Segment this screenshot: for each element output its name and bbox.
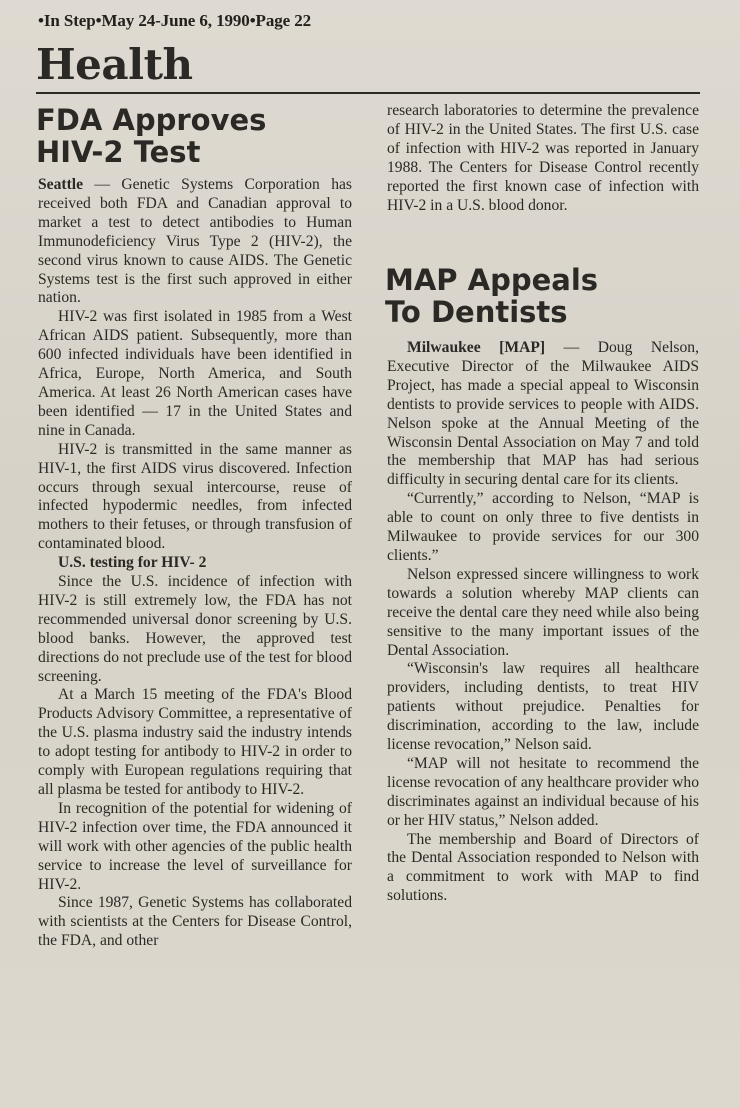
article1-headline-line1: FDA Approves [36,103,267,137]
article1-paragraph-7: Since 1987, Genetic Systems has collaborated with scientists at the Centers for Disease Control, the FDA, and other [38,894,352,950]
article2-paragraph-1 [387,339,699,490]
article2-headline-line2: To Dentists [385,295,568,329]
section-rule [36,92,700,94]
article1-headline-line2: HIV-2 Test [36,135,201,169]
article1-paragraph-3: HIV-2 is transmitted in the same manner as HIV-1, the first AIDS virus discovered. Infection occurs through sexual intercourse, reuse of infected hypodermic needles, from infected mothers to their fetuses, or through transfusion of contaminated blood. [38,440,352,553]
article1-headline [36,103,267,169]
article2-lead-text: — Doug Nelson, Executive Director of the Milwaukee AIDS Project, has made a special appeal to Wisconsin dentists to provide services to people with AIDS. Nelson spoke at the Annual Meeting of the Wisconsin Dental Association on May 7 and told the membership that MAP has had serious difficulty in securing dental care for its clients. [387,339,699,489]
article1-paragraph-4: Since the U.S. incidence of infection with HIV-2 is still extremely low, the FDA has not recommended universal donor screening by U.S. blood banks. However, the approved test directions do not preclude use of the test for blood screening. [38,573,352,685]
article1-dateline: Seattle [38,176,84,193]
article1-paragraph-1 [38,176,352,308]
article2-headline [385,263,599,329]
article1-lead-text: — Genetic Systems Corporation has received both FDA and Canadian approval to market a test to detect antibodies to Human Immunodeficiency Virus Type 2 (HIV-2), the second virus known to cause AIDS. The Genetic Systems test is the first such approved in either nation. [38,176,352,307]
article1-body-left-column [38,176,352,951]
article2-dateline: Milwaukee [MAP] [407,339,546,356]
article1-body-right-column [387,102,699,215]
article1-paragraph-6: In recognition of the potential for widening of HIV-2 infection over time, the FDA announced it will work with other agencies of the public health service to increase the level of surveillance for HIV-2. [38,799,352,893]
article1-paragraph-5: At a March 15 meeting of the FDA's Blood Products Advisory Committee, a representative of the U.S. plasma industry said the industry intends to adopt testing for antibody to HIV-2 in order to comply with European regulations requiring that all plasma be tested for antibody to HIV-2. [38,686,352,798]
article2-paragraph-2: “Currently,” according to Nelson, “MAP is able to count on only three to five dentists in Milwaukee to provide services for our 300 clients.” [387,490,699,564]
article2-headline-line1: MAP Appeals [385,263,599,297]
section-title: Health [36,40,193,89]
article2-paragraph-5: “MAP will not hesitate to recommend the license revocation of any healthcare provider who discriminates against an individual because of his or her HIV status,” Nelson added. [387,754,699,829]
article1-paragraph-2: HIV-2 was first isolated in 1985 from a West African AIDS patient. Subsequently, more than 600 infected individuals have been identified in Africa, Europe, North America, and South America. At least 26 North American cases have been identified — 17 in the United States and nine in Canada. [38,308,352,439]
article1-paragraph-continued: research laboratories to determine the prevalence of HIV-2 in the United States. The first U.S. case of infection with HIV-2 was reported in January 1988. The Centers for Disease Control recently reported the first known case of infection with HIV-2 in a U.S. blood donor. [387,102,699,214]
article2-paragraph-6: The membership and Board of Directors of the Dental Association responded to Nelson with a commitment to work with MAP to find solutions. [387,830,699,905]
running-head: •In Step•May 24-June 6, 1990•Page 22 [38,11,312,30]
article2-body [387,339,699,906]
article2-paragraph-4: “Wisconsin's law requires all healthcare providers, including dentists, to treat HIV patients without prejudice. Penalties for discrimination, according to the law, include license revocation,” Nelson said. [387,660,699,754]
article2-paragraph-3: Nelson expressed sincere willingness to work towards a solution whereby MAP clients can receive the dental care they need while also being sensitive to the many important issues of the Dental Association. [387,565,699,659]
article1-subhead: U.S. testing for HIV- 2 [58,554,207,572]
